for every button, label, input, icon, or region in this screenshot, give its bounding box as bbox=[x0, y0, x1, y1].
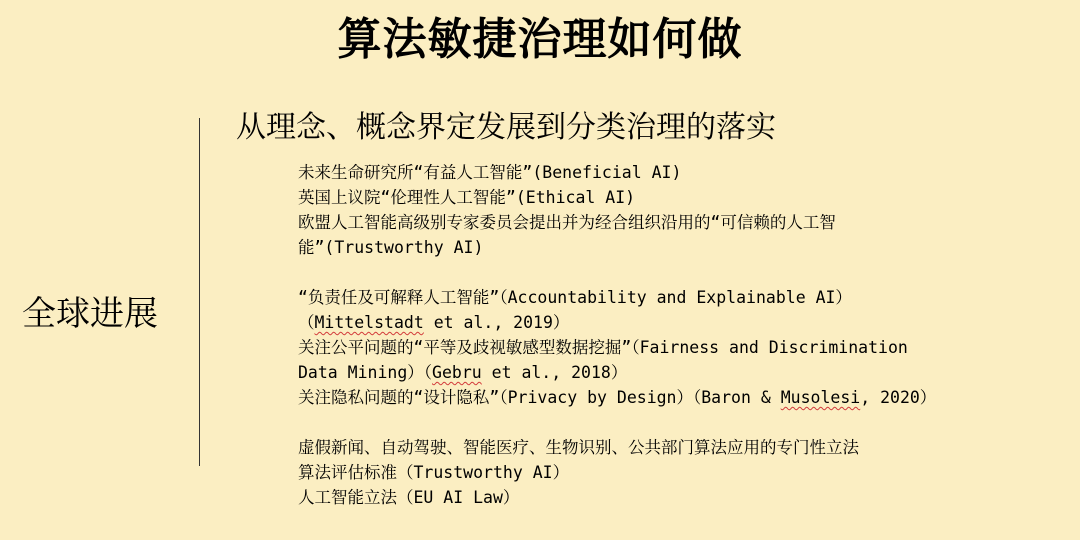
spellcheck-marked-word: Mittelstadt bbox=[314, 313, 424, 332]
content-group-ethics-concepts bbox=[298, 160, 1068, 260]
content-line: 虚假新闻、自动驾驶、智能医疗、生物识别、公共部门算法应用的专门性立法 bbox=[298, 438, 859, 457]
slide-subtitle: 从理念、概念界定发展到分类治理的落实 bbox=[236, 110, 776, 145]
spellcheck-marked-word: Gebru bbox=[432, 363, 482, 382]
content-line: 算法评估标准（Trustworthy AI） bbox=[298, 463, 570, 482]
content-line: 欧盟人工智能高级别专家委员会提出并为经合组织沿用的“可信赖的人工智 bbox=[298, 213, 836, 232]
content-line: （Mittelstadt et al., 2019） bbox=[298, 313, 570, 332]
content-line: 关注隐私问题的“设计隐私”（Privacy by Design）（Baron & Musolesi, 2020） bbox=[298, 388, 937, 407]
slide-title: 算法敏捷治理如何做 bbox=[337, 14, 743, 65]
content-body bbox=[298, 160, 1068, 510]
content-line: Data Mining）（Gebru et al., 2018） bbox=[298, 363, 628, 382]
content-line: 英国上议院“伦理性人工智能”(Ethical AI) bbox=[298, 188, 636, 207]
content-line: 能”(Trustworthy AI) bbox=[298, 238, 484, 257]
content-line: 人工智能立法（EU AI Law） bbox=[298, 488, 520, 507]
section-label: 全球进展 bbox=[22, 294, 158, 334]
content-line: “负责任及可解释人工智能”（Accountability and Explainable AI） bbox=[298, 288, 852, 307]
content-line: 关注公平问题的“平等及歧视敏感型数据挖掘”（Fairness and Discrimination bbox=[298, 338, 908, 357]
content-line: 未来生命研究所“有益人工智能”(Beneficial AI) bbox=[298, 163, 682, 182]
spellcheck-marked-word: Musolesi bbox=[780, 388, 861, 407]
content-group-research bbox=[298, 285, 1068, 410]
vertical-divider bbox=[199, 118, 200, 466]
content-group-legislation bbox=[298, 435, 1068, 510]
